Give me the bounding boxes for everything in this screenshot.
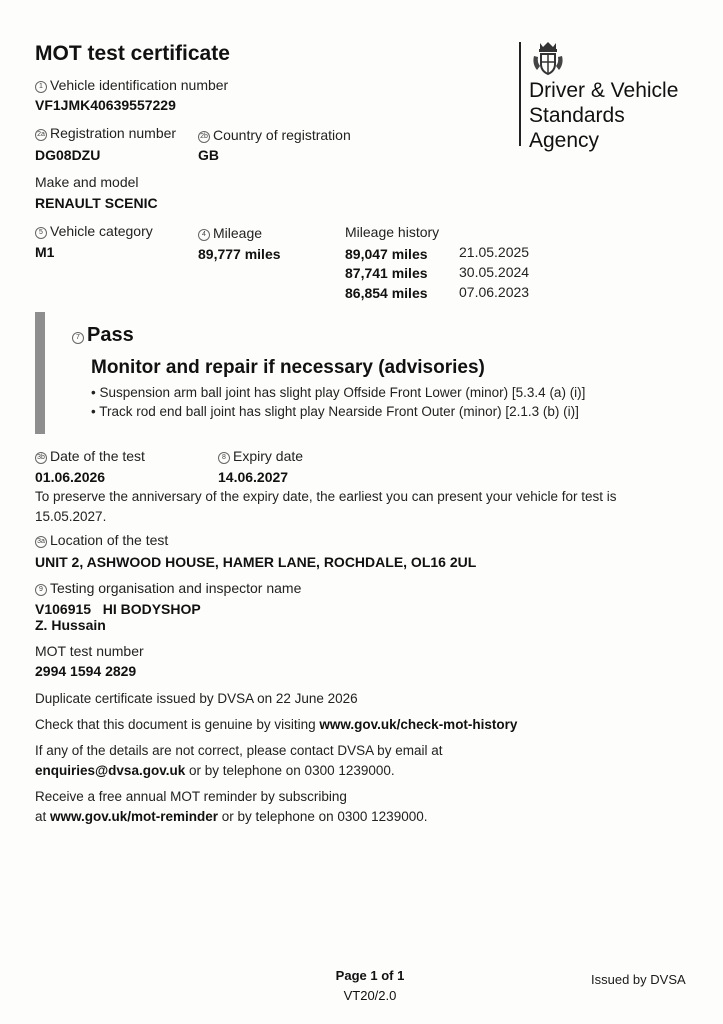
history-miles: 86,854 miles <box>345 285 428 301</box>
mot-reminder-link[interactable]: www.gov.uk/mot-reminder <box>50 809 219 824</box>
country-label-text: Country of registration <box>213 127 351 143</box>
test-number-value: 2994 1594 2829 <box>35 663 137 679</box>
field-number: 2a <box>35 129 47 141</box>
mileage-label-text: Mileage <box>213 225 263 241</box>
location-value: UNIT 2, ASHWOOD HOUSE, HAMER LANE, ROCHDALE, OL16 2UL <box>35 554 477 570</box>
field-number: 9 <box>35 584 47 596</box>
inspector-name: Z. Hussain <box>35 617 106 633</box>
advisories-title: Monitor and repair if necessary (advisories) <box>91 357 485 378</box>
agency-line-2: Standards <box>529 104 625 127</box>
advisory-item: • Suspension arm ball joint has slight play Offside Front Lower (minor) [5.3.4 (a) (i)] <box>91 385 586 400</box>
test-date-value: 01.06.2026 <box>35 469 106 485</box>
page-count: Page 1 of 1 <box>335 968 405 983</box>
expiry-label-text: Expiry date <box>233 448 304 464</box>
reminder-line-1: Receive a free annual MOT reminder by subscribing <box>35 789 347 804</box>
mileage-history-label: Mileage history <box>345 224 440 240</box>
vin-label <box>35 77 228 93</box>
agency-line-1: Driver & Vehicle <box>529 79 679 102</box>
history-miles: 87,741 miles <box>345 265 428 281</box>
contact-line-1: If any of the details are not correct, please contact DVSA by email at <box>35 743 443 758</box>
country-label <box>198 127 351 143</box>
result-heading <box>72 324 134 347</box>
reminder-rest: or by telephone on 0300 1239000. <box>218 809 428 824</box>
field-number: 1 <box>35 81 47 93</box>
history-date: 21.05.2025 <box>459 244 530 260</box>
advisory-item: • Track rod end ball joint has slight play Nearside Front Outer (minor) [2.1.3 (b) (i)] <box>91 404 579 419</box>
duplicate-notice: Duplicate certificate issued by DVSA on 22 June 2026 <box>35 691 358 706</box>
organisation-label <box>35 580 301 596</box>
check-notice <box>35 717 517 732</box>
mileage-label <box>198 225 262 241</box>
field-number: 7 <box>72 332 84 344</box>
check-mot-link[interactable]: www.gov.uk/check-mot-history <box>319 717 518 732</box>
location-label <box>35 532 168 548</box>
location-label-text: Location of the test <box>50 532 169 548</box>
result-bar <box>35 312 45 434</box>
royal-crest-icon <box>531 40 565 81</box>
expiry-label <box>218 448 303 464</box>
page-title: MOT test certificate <box>35 42 230 65</box>
check-text: Check that this document is genuine by visiting <box>35 717 320 732</box>
preserve-text: To preserve the anniversary of the expiry date, the earliest you can present your vehicle for test is <box>35 489 617 504</box>
result-label: Pass <box>87 324 134 346</box>
contact-rest: or by telephone on 0300 1239000. <box>185 763 395 778</box>
history-miles: 89,047 miles <box>345 246 428 262</box>
category-value: M1 <box>35 244 55 260</box>
field-number: 2b <box>198 131 210 143</box>
category-label-text: Vehicle category <box>50 223 153 239</box>
registration-label-text: Registration number <box>50 125 177 141</box>
agency-name <box>529 78 678 153</box>
vin-value: VF1JMK40639557229 <box>35 97 176 113</box>
category-label <box>35 223 153 239</box>
registration-value: DG08DZU <box>35 147 101 163</box>
test-number-label: MOT test number <box>35 643 144 659</box>
mileage-value: 89,777 miles <box>198 246 281 262</box>
expiry-value: 14.06.2027 <box>218 469 289 485</box>
logo-divider <box>519 42 521 146</box>
make-model-value: RENAULT SCENIC <box>35 195 158 211</box>
organisation-value: V106915 HI BODYSHOP <box>35 601 201 617</box>
vin-label-text: Vehicle identification number <box>50 77 229 93</box>
history-date: 07.06.2023 <box>459 284 530 300</box>
field-number: 5 <box>35 227 47 239</box>
country-value: GB <box>198 147 219 163</box>
contact-email-link[interactable]: enquiries@dvsa.gov.uk <box>35 763 186 778</box>
preserve-date: 15.05.2027. <box>35 509 107 524</box>
make-model-label: Make and model <box>35 174 139 190</box>
history-date: 30.05.2024 <box>459 264 530 280</box>
registration-label <box>35 125 176 141</box>
issued-by: Issued by DVSA <box>591 972 686 987</box>
form-code: VT20/2.0 <box>343 988 397 1003</box>
contact-line-2 <box>35 763 395 778</box>
field-number: 4 <box>198 229 210 241</box>
organisation-label-text: Testing organisation and inspector name <box>50 580 302 596</box>
agency-line-3: Agency <box>529 129 600 152</box>
test-date-label-text: Date of the test <box>50 448 145 464</box>
field-number: 8 <box>218 452 230 464</box>
test-date-label <box>35 448 145 464</box>
field-number: 3b <box>35 452 47 464</box>
reminder-at: at <box>35 809 51 824</box>
field-number: 3a <box>35 536 47 548</box>
reminder-line-2 <box>35 809 427 824</box>
